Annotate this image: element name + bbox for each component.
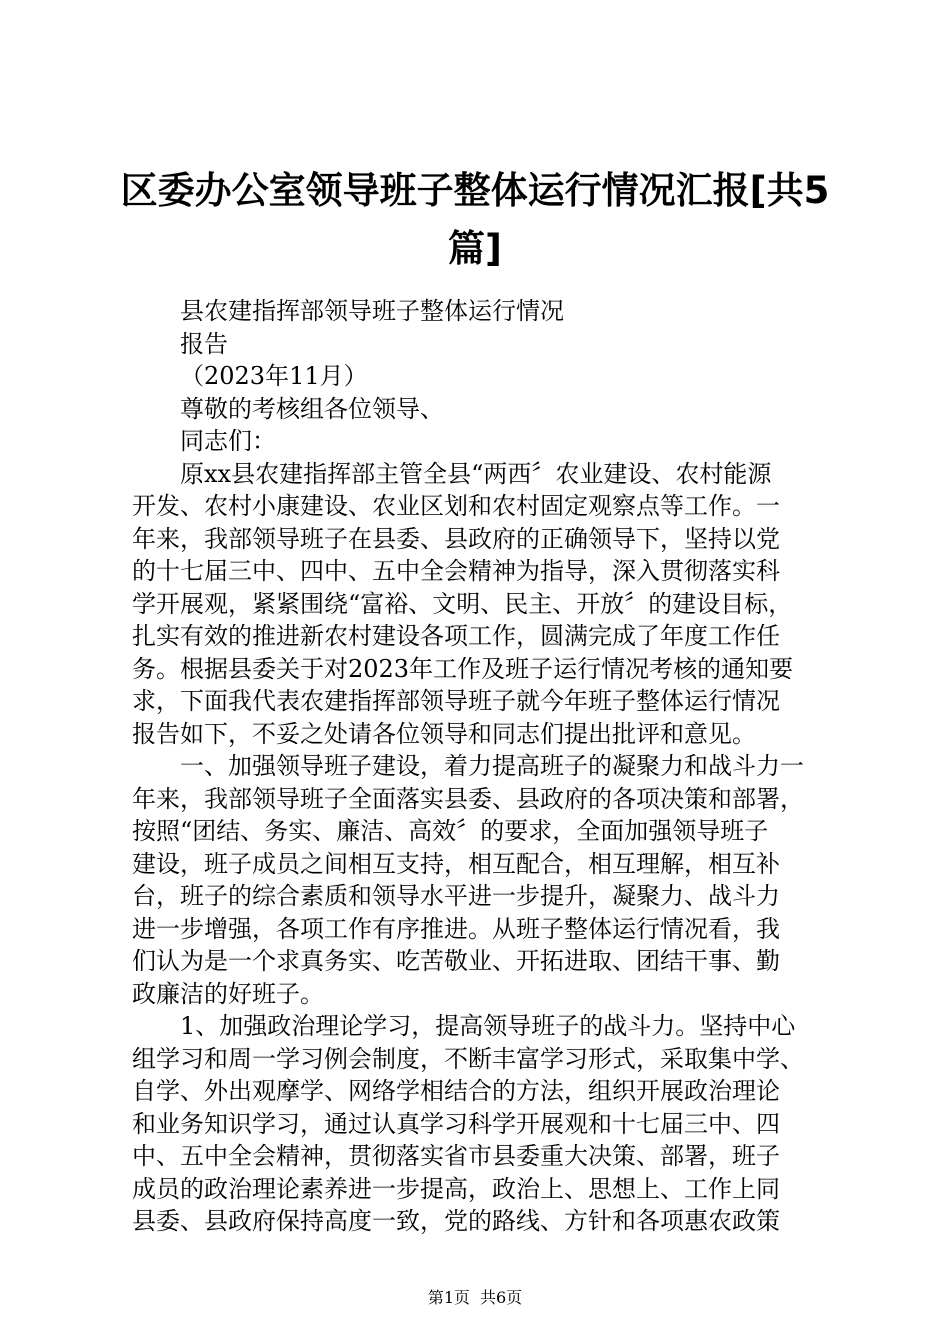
text-line: 扎实有效的推进新农村建设各项工作，圆满完成了年度工作任 bbox=[132, 622, 780, 650]
text-line: 开发、农村小康建设、农业区划和农村固定观察点等工作。一 bbox=[132, 492, 780, 520]
text-line: 建设，班子成员之间相互支持，相互配合，相互理解，相互补 bbox=[132, 849, 780, 878]
text-line: 一、加强领导班子建设，着力提高班子的凝聚力和战斗力一 bbox=[180, 752, 804, 780]
text-line: 们认为是一个求真务实、吃苦敬业、开拓进取、团结干事、勤 bbox=[132, 947, 780, 975]
document-title bbox=[110, 162, 840, 278]
text-line: 的十七届三中、四中、五中全会精神为指导，深入贯彻落实科 bbox=[132, 557, 780, 585]
text-line: 求，下面我代表农建指挥部领导班子就今年班子整体运行情况 bbox=[132, 687, 780, 715]
text-line: 报告如下，不妥之处请各位领导和同志们提出批评和意见。 bbox=[132, 719, 756, 748]
text-line: 政廉洁的好班子。 bbox=[132, 979, 324, 1008]
text-line: 组学习和周一学习例会制度，不断丰富学习形式，采取集中学、 bbox=[132, 1044, 804, 1073]
text-line: 自学、外出观摩学、网络学相结合的方法，组织开展政治理论 bbox=[132, 1077, 780, 1105]
text-line: 县农建指挥部领导班子整体运行情况 bbox=[180, 297, 564, 325]
text-line: 年来，我部领导班子全面落实县委、县政府的各项决策和部署， bbox=[132, 784, 804, 813]
text-line: 同志们： bbox=[180, 427, 276, 455]
text-line: 原xx县农建指挥部主管全县“两西〞农业建设、农村能源 bbox=[180, 459, 772, 488]
text-line: 成员的政治理论素养进一步提高，政治上、思想上、工作上同 bbox=[132, 1174, 780, 1203]
text-line: 和业务知识学习，通过认真学习科学开展观和十七届三中、四 bbox=[132, 1109, 780, 1138]
text-line: （2023年11月） bbox=[180, 362, 368, 390]
page-total: 共6页 bbox=[480, 1288, 523, 1307]
text-line: 县委、县政府保持高度一致，党的路线、方针和各项惠农政策 bbox=[132, 1207, 780, 1235]
text-line: 台，班子的综合素质和领导水平进一步提升，凝聚力、战斗力 bbox=[132, 882, 780, 910]
text-line: 学开展观，紧紧围绕“富裕、文明、民主、开放〞的建设目标， bbox=[132, 589, 793, 618]
title-line-2: 篇] bbox=[448, 227, 502, 270]
text-line: 按照“团结、务实、廉洁、高效〞的要求，全面加强领导班子 bbox=[132, 817, 769, 845]
text-line: 中、五中全会精神，贯彻落实省市县委重大决策、部署，班子 bbox=[132, 1142, 780, 1170]
text-line: 尊敬的考核组各位领导、 bbox=[180, 394, 444, 423]
page-footer bbox=[0, 1288, 950, 1308]
text-line: 报告 bbox=[180, 329, 228, 358]
text-line: 1、加强政治理论学习，提高领导班子的战斗力。坚持中心 bbox=[180, 1012, 796, 1040]
text-line: 务。根据县委关于对2023年工作及班子运行情况考核的通知要 bbox=[132, 654, 794, 683]
text-line: 进一步增强，各项工作有序推进。从班子整体运行情况看，我 bbox=[132, 914, 780, 943]
page-number: 第1页 bbox=[427, 1288, 470, 1307]
text-line: 年来，我部领导班子在县委、县政府的正确领导下，坚持以党 bbox=[132, 524, 780, 553]
title-line-1: 区委办公室领导班子整体运行情况汇报[共5 bbox=[120, 169, 830, 212]
document-body bbox=[132, 295, 832, 1238]
